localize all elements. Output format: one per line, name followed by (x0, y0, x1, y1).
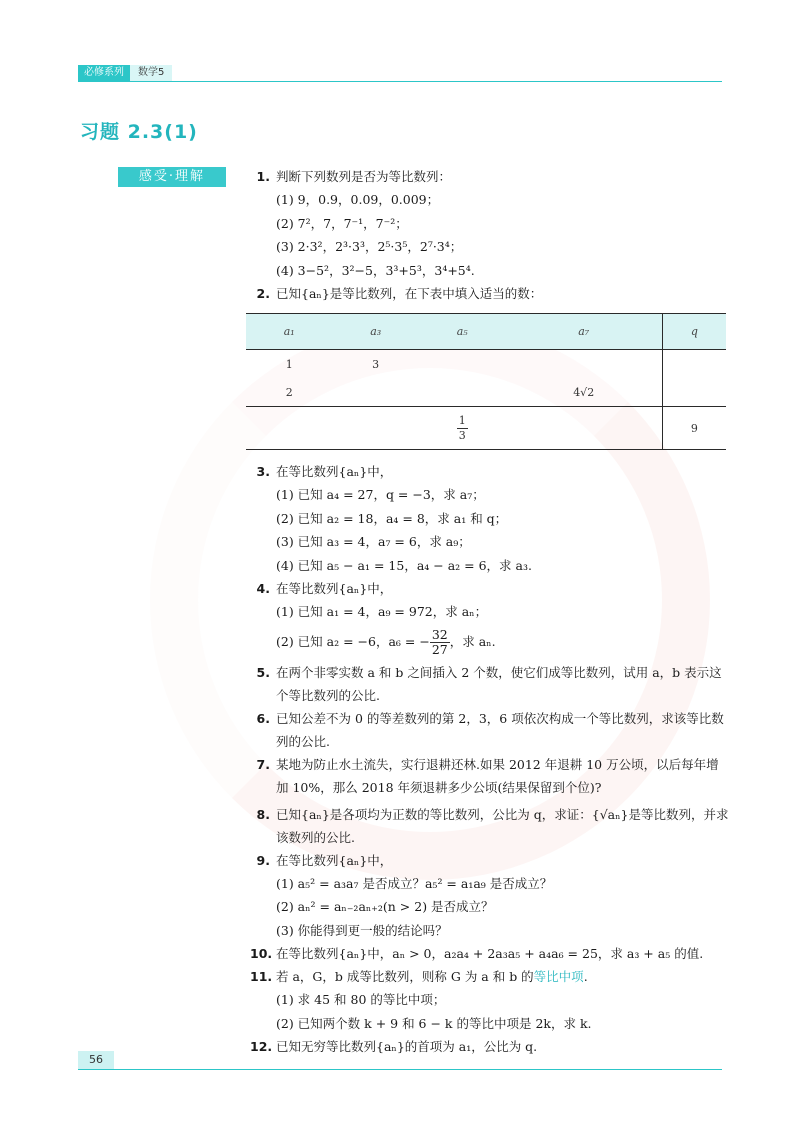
question-number: 1. (256, 169, 270, 184)
table-cell: 3 (372, 357, 380, 371)
sub-item: (1) 求 45 和 80 的等比中项； (276, 992, 446, 1007)
question-2 (250, 282, 730, 305)
question-text: 在等比数列{aₙ}中，aₙ > 0，a₂a₄ + 2a₃a₅ + a₄a₆ = 25，求 a₃ + a₅ 的值. (276, 946, 704, 961)
question-text: . (583, 969, 588, 984)
table-cell (332, 378, 418, 407)
question-number: 11. (250, 969, 273, 984)
header-divider (78, 81, 722, 82)
sub-item: (3) 2·3²，2³·3³，2⁵·3⁵，2⁷·3⁴； (276, 239, 463, 254)
question-text: 某地为防止水土流失，实行退耕还林.如果 2012 年退耕 10 万公顷，以后每年增加 10%，那么 2018 年须退耕多少公顷(结果保留到个位)? (276, 756, 719, 795)
sub-item: (1) a₅² = a₃a₇ 是否成立？a₅² = a₁a₉ 是否成立？ (276, 875, 553, 891)
question-number: 7. (256, 756, 270, 772)
question-1 (250, 165, 730, 188)
sub-item: (3) 你能得到更一般的结论吗？ (276, 922, 448, 938)
question-9 (250, 849, 730, 872)
question-number: 12. (250, 1039, 273, 1054)
question-7 (250, 753, 730, 799)
question-text: 在两个非零实数 a 和 b 之间插入 2 个数，使它们成等比数列，试用 a，b 表示这个等比数列的公比. (276, 664, 722, 703)
sub-item: (2) 已知两个数 k + 9 和 6 − k 的等比中项是 2k，求 k. (276, 1015, 592, 1031)
question-number: 2. (256, 286, 270, 301)
sub-item: (2) 7²，7，7⁻¹，7⁻²； (276, 215, 408, 231)
book-label: 数学5 (130, 65, 172, 81)
question-11 (250, 965, 730, 988)
fraction-numerator: 32 (431, 626, 448, 642)
sub-item (250, 628, 730, 657)
question-4 (250, 577, 730, 600)
fraction-denominator: 27 (431, 641, 448, 657)
table-cell (419, 378, 506, 407)
question-5 (250, 661, 730, 707)
section-title: 习题 2.3(1) (80, 121, 198, 143)
question-number: 10. (250, 946, 273, 961)
question-text: 已知{aₙ}是等比数列，在下表中填入适当的数： (276, 286, 543, 301)
fraction (457, 414, 468, 443)
table-cell (662, 350, 726, 379)
fraction-denominator: 3 (458, 428, 466, 442)
question-3 (250, 460, 730, 483)
table-header-row (246, 314, 726, 350)
table-cell (246, 407, 332, 450)
sub-item: (1) 已知 a₁ = 4，a₉ = 972，求 aₙ； (276, 604, 488, 619)
sub-item-text: (2) 已知 a₂ = −6，a₆ = − (276, 633, 430, 649)
fill-table (246, 313, 726, 450)
question-number: 5. (256, 664, 270, 680)
question-number: 4. (256, 581, 270, 596)
table-row (246, 378, 726, 407)
table-cell (332, 407, 418, 450)
table-header-cell: a₇ (506, 314, 663, 350)
table-cell: 4√2 (573, 385, 595, 399)
fraction-numerator: 1 (458, 413, 466, 427)
sub-item: (1) 已知 a₄ = 27，q = −3，求 a₇； (276, 487, 485, 502)
table-cell (506, 350, 663, 379)
exercise-list (250, 165, 730, 1058)
series-label: 必修系列 (78, 65, 130, 81)
question-text: 已知{aₙ}是各项均为正数的等比数列，公比为 q，求证：{√aₙ}是等比数列，并求该数列的公比. (276, 806, 729, 845)
page-number: 56 (78, 1051, 114, 1069)
question-text: 已知公差不为 0 的等差数列的第 2，3，6 项依次构成一个等比数列，求该等比数列的公比. (276, 710, 724, 749)
question-text: 判断下列数列是否为等比数列： (276, 169, 452, 184)
table-cell (419, 350, 506, 379)
sub-item: (1) 9，0.9，0.09，0.009； (276, 192, 440, 207)
question-8 (250, 803, 730, 849)
sub-item: (4) 3−5²，3²−5，3³+5³，3⁴+5⁴. (276, 262, 475, 278)
table-header-cell: a₅ (419, 314, 506, 350)
question-text: 已知无穷等比数列{aₙ}的首项为 a₁，公比为 q. (276, 1039, 538, 1054)
footer-divider (78, 1069, 722, 1070)
question-text: 在等比数列{aₙ}中， (276, 464, 393, 479)
question-number: 9. (256, 852, 270, 868)
table-header-cell: a₃ (332, 314, 418, 350)
side-tag: 感受·理解 (118, 167, 226, 187)
sub-item: (3) 已知 a₃ = 4，a₇ = 6，求 a₉； (276, 534, 471, 549)
header-tag (78, 65, 172, 81)
sub-item: (2) 已知 a₂ = 18，a₄ = 8，求 a₁ 和 q； (276, 510, 508, 526)
table-cell (419, 407, 506, 450)
question-10 (250, 942, 730, 965)
table-cell (506, 407, 663, 450)
table-header-cell: q (662, 314, 726, 350)
question-number: 6. (256, 710, 270, 726)
sub-item-text: ，求 aₙ. (449, 633, 496, 649)
fraction (430, 628, 450, 657)
question-text: 在等比数列{aₙ}中， (276, 581, 393, 596)
question-number: 8. (256, 806, 270, 822)
question-6 (250, 707, 730, 753)
question-12 (250, 1035, 730, 1058)
table-cell: 9 (662, 407, 726, 450)
table-cell (662, 378, 726, 407)
question-text: 在等比数列{aₙ}中， (276, 852, 393, 868)
table-row (246, 407, 726, 450)
question-number: 3. (256, 464, 270, 479)
table-row (246, 350, 726, 379)
question-text: 若 a，G，b 成等比数列，则称 G 为 a 和 b 的 (276, 969, 534, 984)
sub-item: (2) aₙ² = aₙ₋₂aₙ₊₂(n > 2) 是否成立？ (276, 899, 494, 914)
table-cell: 1 (285, 357, 293, 371)
table-cell: 2 (285, 385, 293, 399)
table-header-cell: a₁ (246, 314, 332, 350)
highlighted-term: 等比中项 (533, 969, 584, 984)
sub-item: (4) 已知 a₅ − a₁ = 15，a₄ − a₂ = 6，求 a₃. (276, 557, 532, 573)
